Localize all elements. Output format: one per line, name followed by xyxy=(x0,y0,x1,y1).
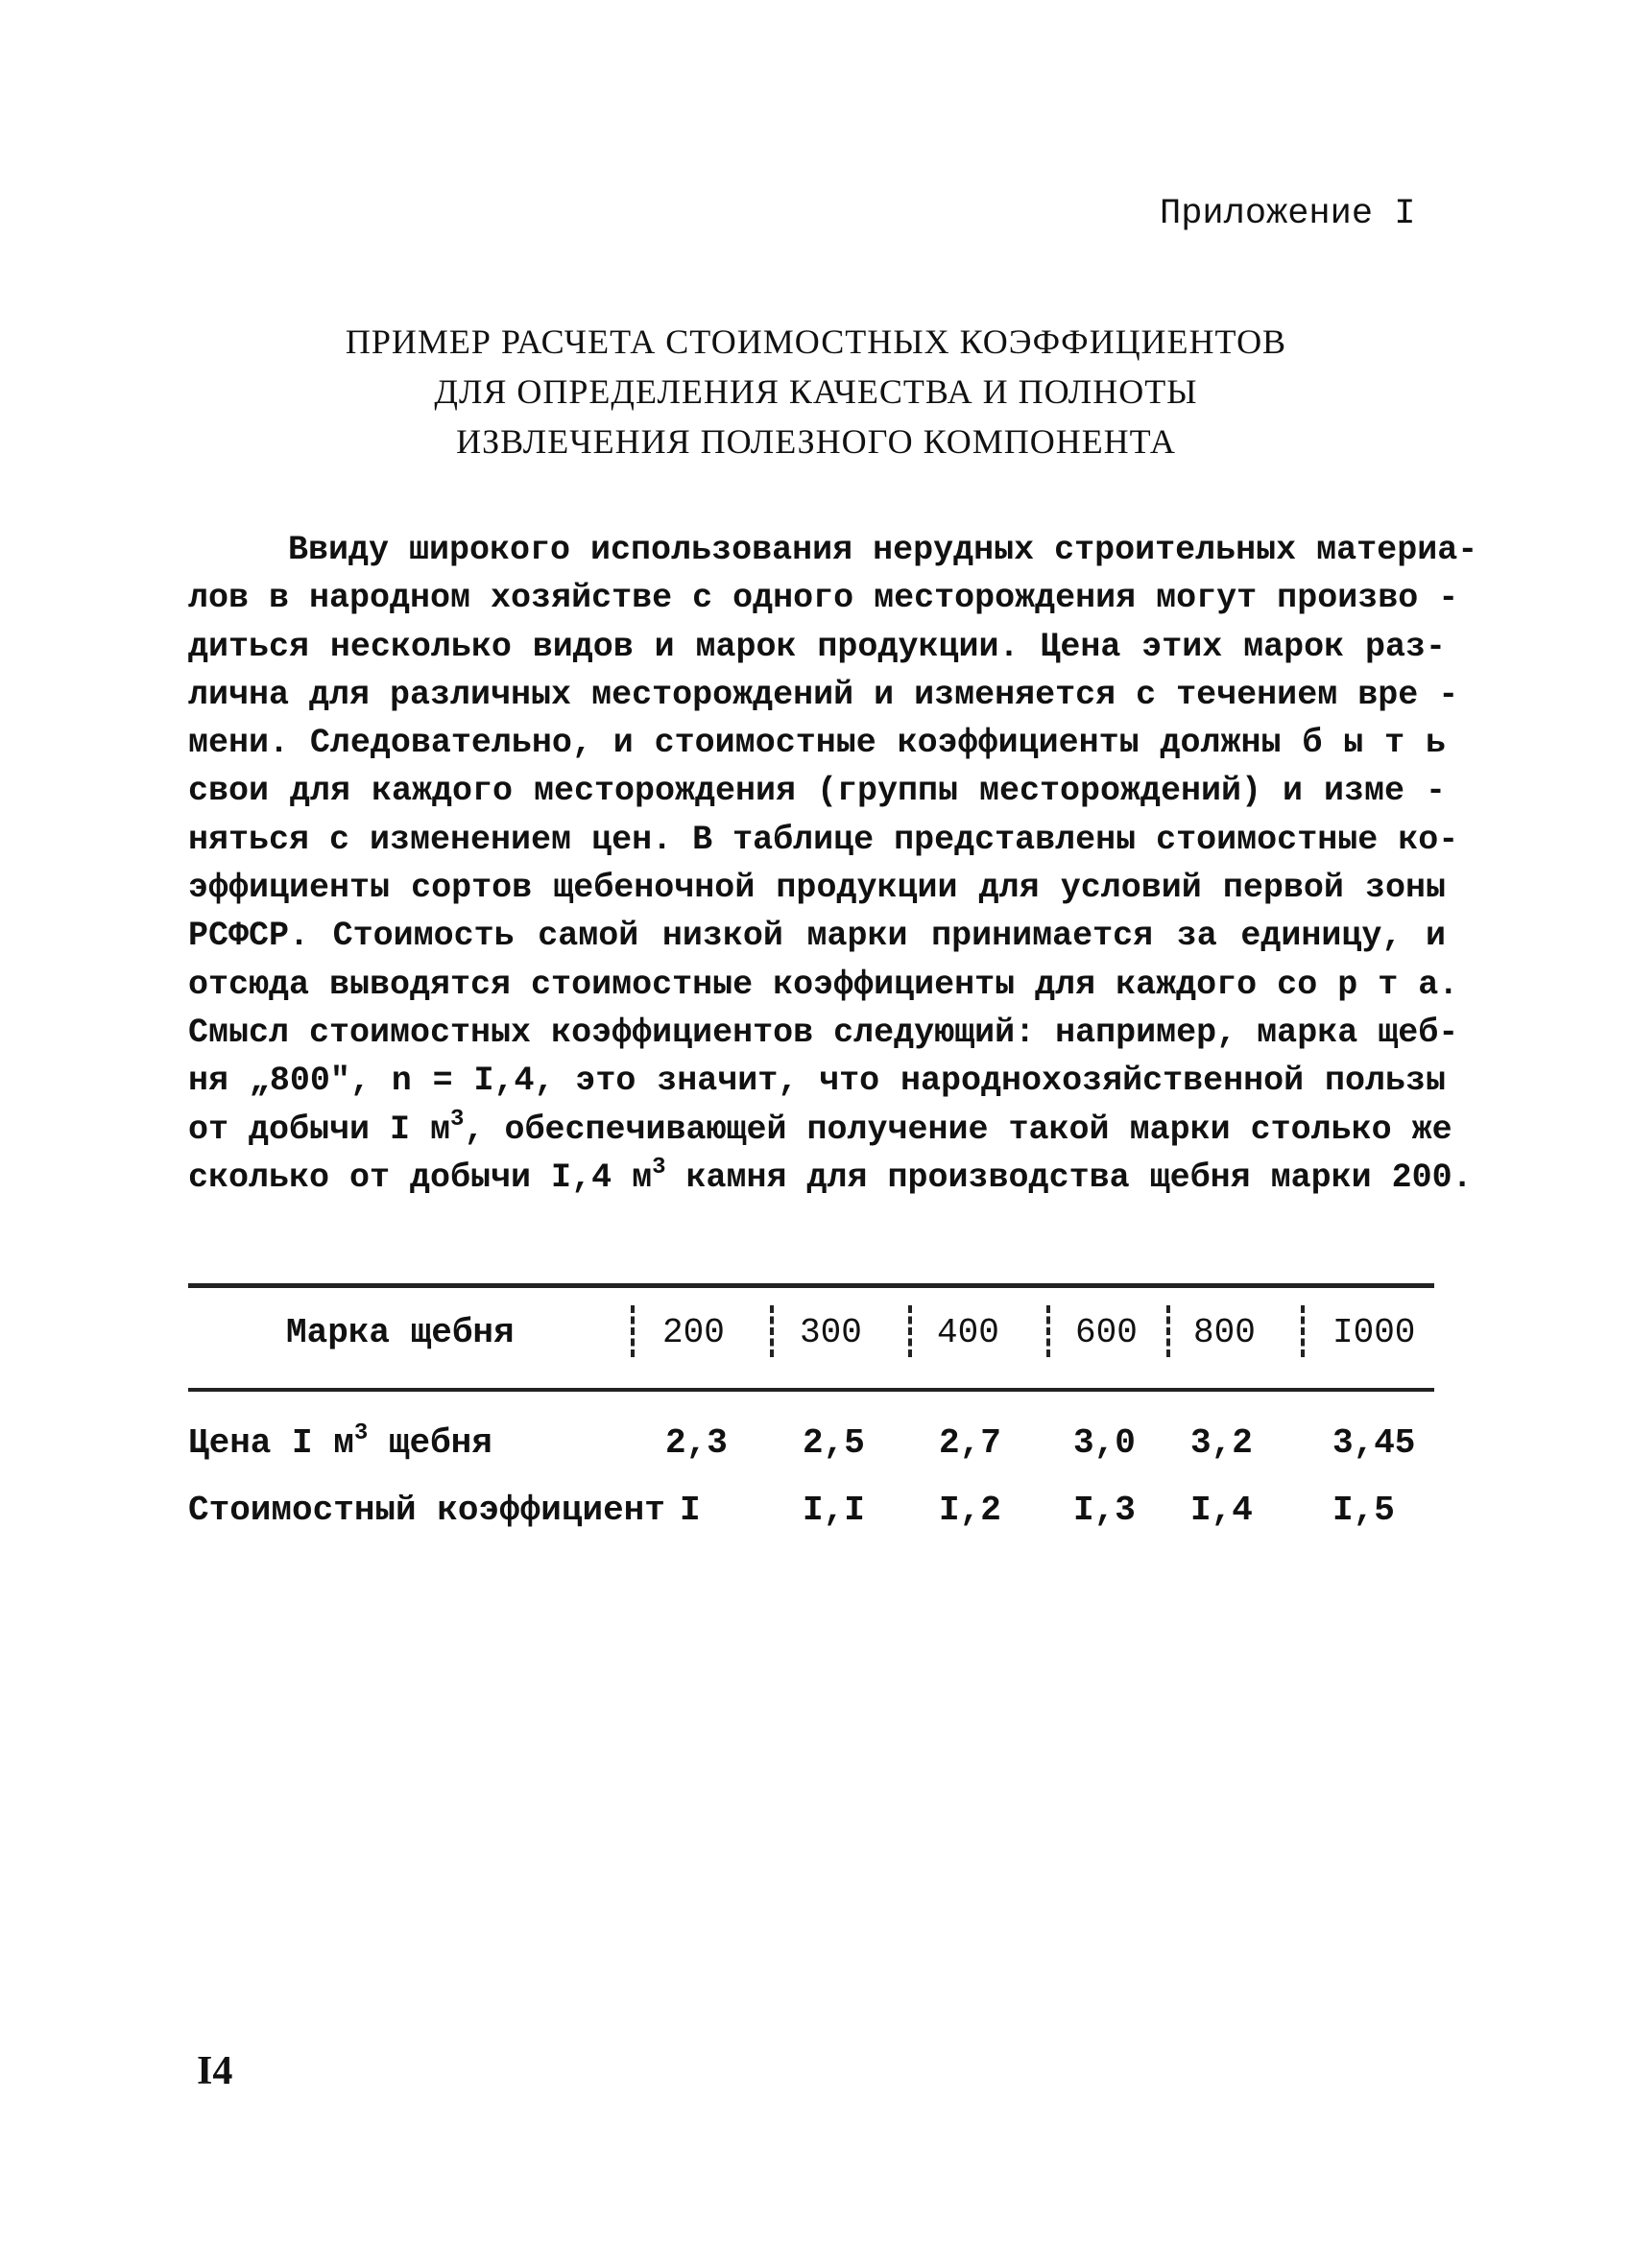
column-separator xyxy=(770,1305,774,1357)
coef-cell: I xyxy=(680,1491,701,1530)
paragraph-line: свои для каждого месторождения (группы месторождений) и изме - xyxy=(188,772,1446,811)
paragraph-line: РСФСР. Стоимость самой низкой марки принимается за единицу, и xyxy=(188,917,1446,956)
table-header-rule xyxy=(188,1388,1434,1392)
paragraph-line: лична для различных месторождений и изменяется с течением вре - xyxy=(188,675,1459,714)
body-paragraph xyxy=(188,526,1478,1202)
page-number: I4 xyxy=(197,2049,233,2093)
coef-row-label: Стоимостный коэффициент xyxy=(188,1491,665,1530)
coef-cell: I,I xyxy=(803,1491,865,1530)
price-label-text: щебня xyxy=(368,1423,492,1463)
paragraph-line: няться с изменением цен. В таблице представлены стоимостные ко- xyxy=(188,820,1459,859)
paragraph-text: , обеспечивающей получение такой марки столько же xyxy=(464,1110,1452,1149)
superscript: 3 xyxy=(353,1420,369,1446)
paragraph-line: Смысл стоимостных коэффициентов следующий: например, марка щеб- xyxy=(188,1013,1459,1052)
column-separator xyxy=(631,1305,635,1357)
paragraph-line: лов в народном хозяйстве с одного месторождения могут произво - xyxy=(188,579,1459,618)
title-line-2: ДЛЯ ОПРЕДЕЛЕНИЯ КАЧЕСТВА И ПОЛНОТЫ xyxy=(434,372,1198,411)
grade-header: 200 xyxy=(662,1313,725,1352)
price-cell: 2,5 xyxy=(803,1423,865,1463)
column-separator xyxy=(908,1305,912,1357)
paragraph-line: ня „800", n = I,4, это значит, что народнохозяйственной пользы xyxy=(188,1062,1446,1101)
price-cell: 3,45 xyxy=(1332,1423,1416,1463)
price-row-label xyxy=(188,1420,492,1463)
coef-cell: I,2 xyxy=(939,1491,1001,1530)
price-cell: 2,3 xyxy=(665,1423,728,1463)
coef-cell: I,4 xyxy=(1190,1491,1253,1530)
price-cell: 3,0 xyxy=(1073,1423,1136,1463)
superscript: 3 xyxy=(450,1106,465,1133)
table-header-label: Марка щебня xyxy=(286,1313,515,1352)
document-title xyxy=(0,317,1632,466)
coef-cell: I,5 xyxy=(1332,1491,1395,1530)
paragraph-line: мени. Следовательно, и стоимостные коэффициенты должны б ы т ь xyxy=(188,724,1446,763)
paragraph-line: эффициенты сортов щебеночной продукции для условий первой зоны xyxy=(188,869,1446,908)
appendix-label: Приложение I xyxy=(1160,194,1416,234)
grade-header: 400 xyxy=(937,1313,999,1352)
paragraph-line xyxy=(188,1106,1452,1154)
price-cell: 3,2 xyxy=(1190,1423,1253,1463)
paragraph-line: диться несколько видов и марок продукции. Цена этих марок раз- xyxy=(188,627,1446,666)
column-separator xyxy=(1301,1305,1305,1357)
title-line-3: ИЗВЛЕЧЕНИЯ ПОЛЕЗНОГО КОМПОНЕНТА xyxy=(456,422,1176,461)
paragraph-text: сколько от добычи I,4 м xyxy=(188,1158,653,1197)
price-cell: 2,7 xyxy=(939,1423,1001,1463)
grade-header: 800 xyxy=(1193,1313,1256,1352)
paragraph-text: камня для производства щебня марки 200. xyxy=(665,1158,1473,1197)
coef-cell: I,3 xyxy=(1073,1491,1136,1530)
paragraph-text: от добычи I м xyxy=(188,1110,451,1149)
grade-header: I000 xyxy=(1332,1313,1416,1352)
superscript: 3 xyxy=(652,1154,666,1181)
column-separator xyxy=(1166,1305,1170,1357)
paragraph-line xyxy=(188,1154,1473,1202)
grade-header: 300 xyxy=(800,1313,862,1352)
table-top-rule xyxy=(188,1283,1434,1288)
paragraph-line: Ввиду широкого использования нерудных строительных материа- xyxy=(288,531,1478,569)
paragraph-line: отсюда выводятся стоимостные коэффициенты для каждого со р т а. xyxy=(188,965,1459,1004)
price-label-text: Цена I м xyxy=(188,1423,354,1463)
column-separator xyxy=(1046,1305,1050,1357)
grade-header: 600 xyxy=(1075,1313,1138,1352)
title-line-1: ПРИМЕР РАСЧЕТА СТОИМОСТНЫХ КОЭФФИЦИЕНТОВ xyxy=(345,322,1287,361)
